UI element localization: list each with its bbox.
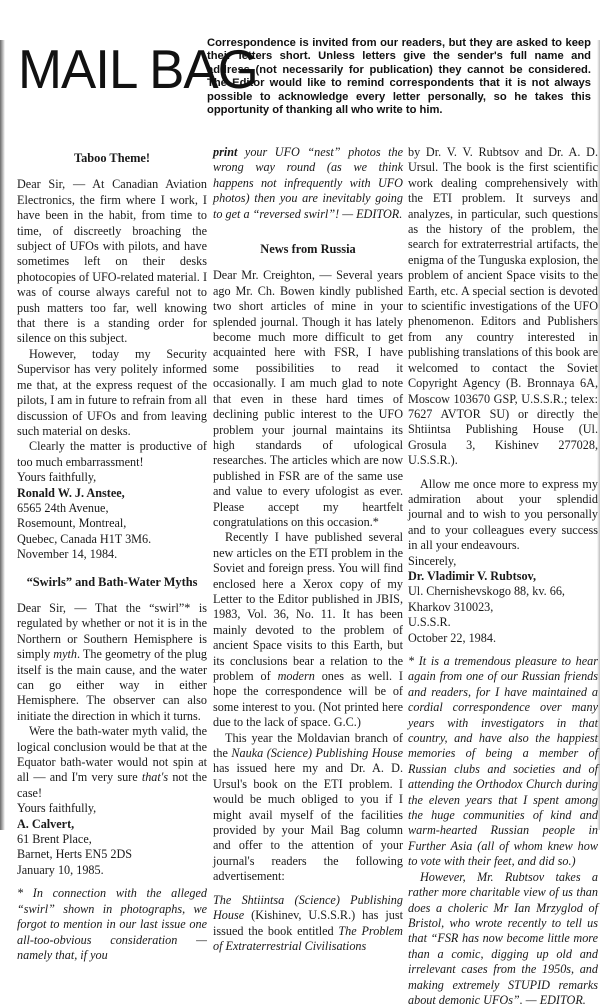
book-title: The Problem of Extraterrestrial Civilisations [213, 923, 403, 953]
address-line: Quebec, Canada H1T 3M6. [17, 531, 152, 546]
letter-paragraph [213, 530, 403, 730]
letter-heading-taboo-theme: Taboo Theme! [73, 151, 151, 165]
address-line: 6565 24th Avenue, [17, 500, 109, 515]
letter-paragraph [17, 724, 207, 801]
emphasis-text: modern [277, 669, 315, 683]
emphasis-text: print [213, 145, 238, 159]
text-run: your UFO “nest” photos the wrong way round (as we think happens not infrequently with UFO photos) then you are inevitably going to get a “reversed swirl”! — EDITOR. [213, 145, 403, 221]
intro-notice: Correspondence is invited from our readers, but they are asked to keep their letters short. Unless letters give the sender's full name and address (not necessarily for publication) they cannot be considered. The Editor would like to remind correspondents that it is not always possible to acknowledge every letter personally, so he takes this opportunity of thanking all who write to him. [207, 37, 591, 117]
letter-signature: A. Calvert, [17, 816, 75, 831]
editor-note-swirl-continued [213, 145, 403, 222]
text-run: not the case! [17, 770, 207, 800]
letter-paragraph: However, today my Security Supervisor has very politely informed me that, at the express request of the pilots, I am in future to refrain from all discussion of UFOs and from leaving such material on desks. [17, 346, 207, 438]
letter-closing: Yours faithfully, [17, 470, 97, 485]
text-run: This year the Moldavian branch of the [213, 730, 403, 761]
masthead-title: MAIL BAG [18, 38, 258, 100]
address-line: Rosemount, Montreal, [17, 516, 127, 531]
letter-heading-news-from-russia: News from Russia [260, 242, 356, 257]
letter-signature: Dr. Vladimir V. Rubtsov, [408, 568, 537, 583]
letter-signature: Ronald W. J. Anstee, [17, 485, 125, 500]
letter-date: January 10, 1985. [17, 862, 104, 877]
emphasis-text: The Shtiintsa (Science) Publishing House [213, 892, 403, 923]
letter-paragraph: Allow me once more to express my admiration about your splendid journal and to wish to you personally and to your colleagues every success in all your endeavours. [408, 476, 598, 553]
emphasis-text: myth [53, 647, 77, 662]
letter-paragraph [213, 731, 403, 885]
letter-paragraph [17, 601, 207, 724]
advertisement-paragraph [213, 893, 403, 955]
address-line: Ul. Chernishevskogo 88, kv. 66, [408, 584, 565, 599]
emphasis-text: that's [141, 770, 169, 785]
letter-heading-swirls: “Swirls” and Bath-Water Myths [26, 574, 198, 589]
column-3 [408, 145, 598, 1008]
spacer [213, 885, 403, 893]
letter-closing: Yours faithfully, [17, 801, 97, 816]
text-run: . The geometry of the plug itself is the main cause, and the water can go either way in either Hemisphere. The observer can also initiate the direction in which it turns. [17, 647, 208, 723]
column-1 [17, 151, 207, 963]
text-run: has issued here my and Dr. A. D. Ursul's book on the ETI problem. I would be much obliged to you if I might avail myself of the facilities provided by your Mail Bag column and offer to the attention of your journal's readers the following advertisement: [213, 761, 403, 884]
letter-paragraph: Dear Mr. Creighton, — Several years ago Mr. Ch. Bowen kindly published two short articles of mine in your splended journal. Though it has lately become much more difficult to get acquainted here with FSR, I have some possibilities to read it occasionally. I am much glad to note that even in these hard times of declining public interest to the UFO problem your journal maintains its high standards of ufological researches. The articles which are now published in FSR are of the same use and value to every ufologist as ever. Please accept my heartfelt congratulations on this occasion.* [213, 268, 403, 529]
text-run: Recently I have published several new articles on the ETI problem in the Soviet and foreign press. You will find enclosed here a Xerox copy of my Letter to the Editor published in JBIS, 1983, Vol. 36, No. 11. It has been mainly devoted to the problem of ancient Space visits to this Earth, but its conclusions bear a relation to the problem of [213, 530, 403, 683]
text-run: ones as well. I hope the correspondence will be of some interest to you. (Not printed here due to the lack of space. G.C.) [213, 669, 403, 730]
address-line: 61 Brent Place, [17, 832, 92, 847]
advertisement-paragraph-continued: by Dr. V. V. Rubtsov and Dr. A. D. Ursul. The book is the first scientific work dealing comprehensively with the ETI problem. It surveys and analyzes, in particular, such questions as the history of the problem, the search for extraterrestrial artifacts, the enigma of the Tunguska explosion, the problem of ancient Space visits to the Earth, etc. A special section is devoted to scientific investigations of the UFO phenomenon. Editors and Publishers from any country interested in publishing translations of this book are welcomed to contact the Soviet Copyright Agency (B. Bronnaya 6A, Moscow 103670 GSP, U.S.S.R.; telex: 7627 AVTOR SU) or directly the Shtiintsa Publishing House (Ul. Grosula 3, Kishinev 277028, U.S.S.R.). [408, 145, 598, 468]
editor-note-swirl [17, 886, 207, 963]
text-run: Were the bath-water myth valid, the logical conclusion would be that at the Equator bath-water would not spin at all — and I'm very sure [17, 724, 207, 785]
letter-date: November 14, 1984. [17, 547, 118, 562]
address-line: Kharkov 310023, [408, 599, 494, 614]
address-line: U.S.S.R. [408, 615, 451, 630]
letter-closing: Sincerely, [408, 553, 457, 568]
editor-note-russia: * It is a tremendous pleasure to hear again from one of our Russian friends and readers, for I have maintained a cordial correspondence over many years with investigators in that country, and have also the happiest memories of being a member of Russian clubs and societies and of attending the Orthodox Church during the eleven years that I spent among the huge communities of kind and warm-hearted Russian people in Further Asia (all of whom knew how to vote with their feet, and did so.) [408, 654, 598, 869]
text-run: * In connection with the alleged “swirl” shown in photographs, we forgot to mention in our last issue one all-too-obvious consideration — namely that, if you [17, 886, 207, 962]
column-2 [213, 145, 403, 954]
text-run: Dear Sir, — That the “swirl”* is regulated by whether or not it is in the Northern or Southern Hemisphere is simply [17, 600, 207, 662]
letter-paragraph: Clearly the matter is productive of too much embarrassment! [17, 439, 207, 469]
letter-date: October 22, 1984. [408, 630, 497, 645]
page-binding-shadow [0, 40, 5, 830]
address-line: Barnet, Herts EN5 2DS [17, 847, 133, 862]
emphasis-text: Nauka (Science) Publishing House [231, 746, 403, 761]
editor-note-russia-2: However, Mr. Rubtsov takes a rather more charitable view of us than does a choleric Mr Ian Mrzyglod of Bristol, who wrote recently to tell us that “FSR has now become little more than a comic, digging up old and irrelevant cases from the 1950s, and making extremely STUPID remarks about demonic UFOs”. — EDITOR. [408, 869, 598, 1007]
section-header [14, 36, 591, 117]
text-run: (Kishinev, U.S.S.R.) has just issued the book entitled [213, 908, 403, 938]
letter-paragraph: Dear Sir, — At Canadian Aviation Electronics, the firm where I work, I have been in the habit, from time to time, of discreetly broaching the subject of UFOs with pilots, and have sometimes left on their desks photocopies of UFO-related material. I was of course always careful not to push matters too far, well knowing that there is a standing order for silence on this subject. [17, 177, 207, 346]
